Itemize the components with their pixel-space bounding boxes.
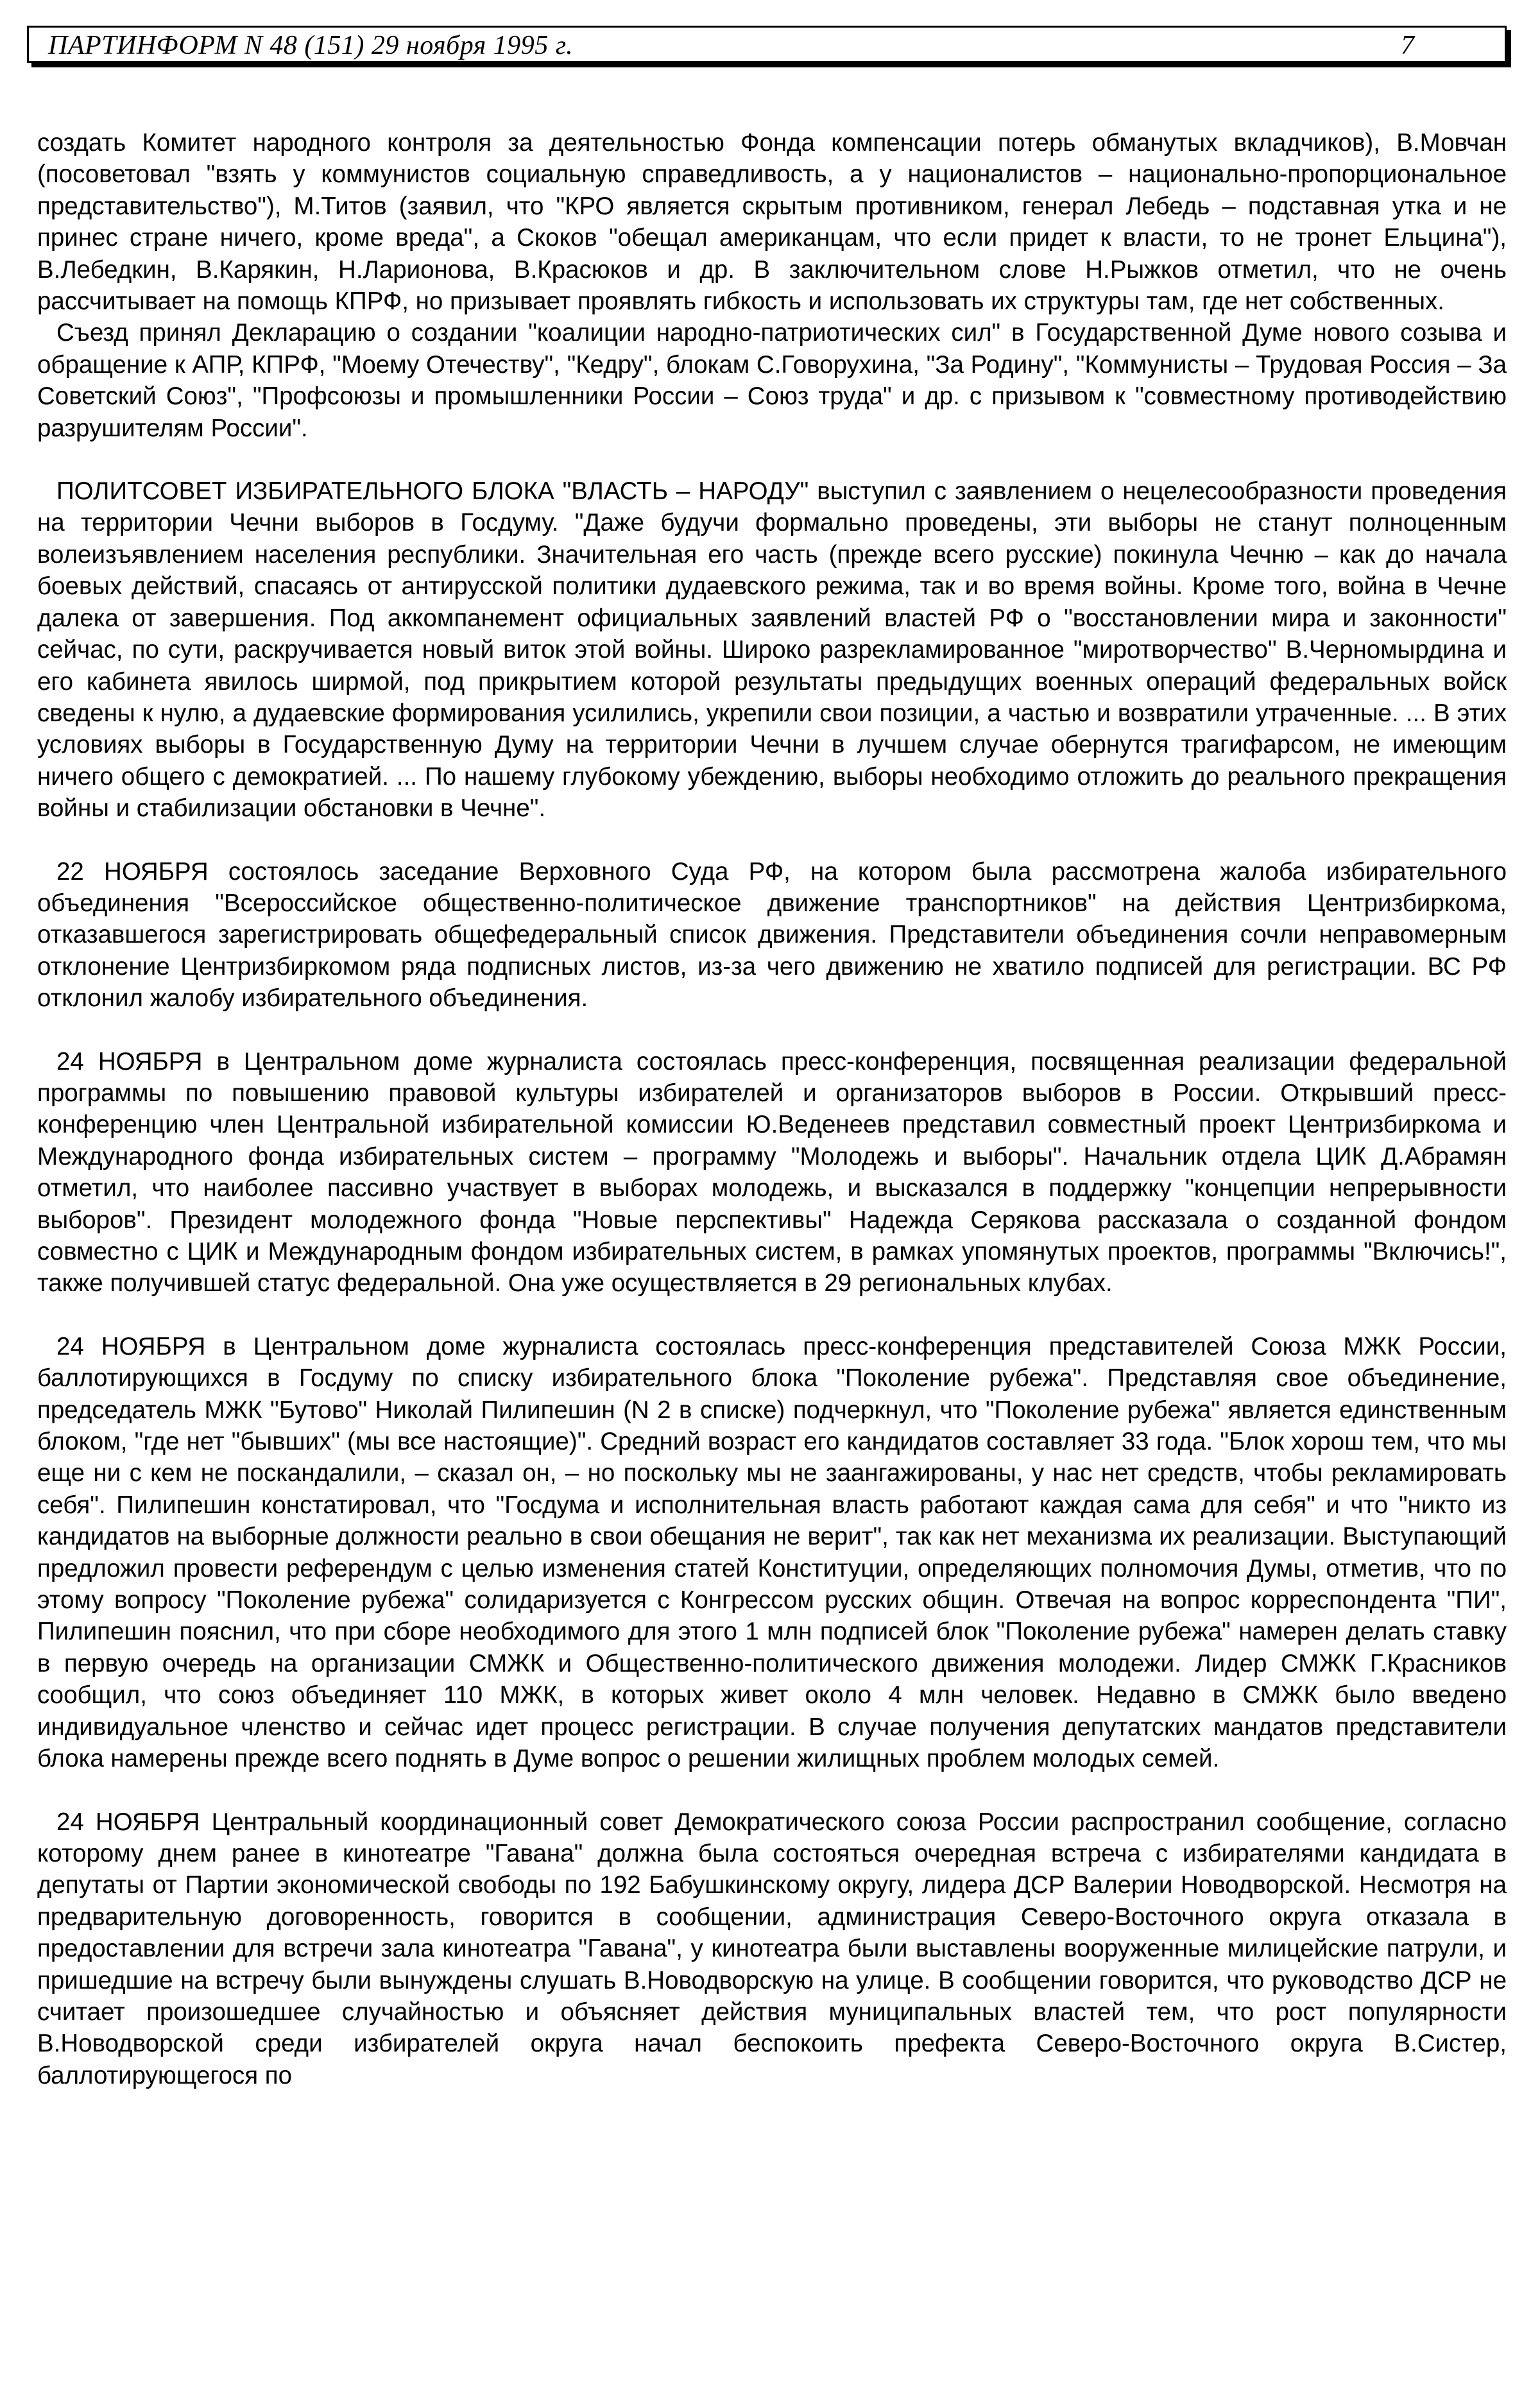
paragraph-continuation: создать Комитет народного контроля за деятельностью Фонда компенсации потерь обманутых вкладчиков), В.Мовчан (посоветовал "взять у коммунистов социальную справедливость, а у националистов – национально-пропорциональное представительство"), М.Титов (заявил, что "КРО является скрытым противником, генерал Лебедь – подставная утка и не принес стране ничего, кроме вреда", а Скоков "обещал американцам, что если придет к власти, то не тронет Ельцина"), В.Лебедкин, В.Карякин, Н.Ларионова, В.Красюков и др. В заключительном слове Н.Рыжков отметил, что не очень рассчитывает на помощь КПРФ, но призывает проявлять гибкость и использовать их структуры там, где нет собственных. xyxy=(37,129,1507,316)
publication-title: ПАРТИНФОРМ N 48 (151) 29 ноября 1995 г. xyxy=(48,31,574,60)
paragraph-nov-24-dsr: 24 НОЯБРЯ Центральный координационный совет Демократического союза России распространил сообщение, согласно которому днем ранее в кинотеатре "Гавана" должна была состояться очередная встреча с избирателями кандидата в депутаты от Партии экономической свободы по 192 Бабушкинскому округу, лидера ДСР Валерии Новодворской. Несмотря на предварительную договоренность, говорится в сообщении, администрация Северо-Восточного округа отказала в предоставлении для встречи зала кинотеатра "Гавана", у кинотеатра были выставлены вооруженные милицейские патрули, и пришедшие на встречу были вынуждены слушать В.Новодворскую на улице. В сообщении говорится, что руководство ДСР не считает произошедшее случайностью и объясняет действия муниципальных властей тем, что рост популярности В.Новодворской среди избирателей округа начал беспокоить префекта Северо-Восточного округа В.Систер, баллотирующегося по xyxy=(37,1808,1507,2089)
paragraph-nov-24-mzhk: 24 НОЯБРЯ в Центральном доме журналиста состоялась пресс-конференция представителей Союза МЖК России, баллотирующихся в Госдуму по списку избирательного блока "Поколение рубежа". Представляя свое объединение, председатель МЖК "Бутово" Николай Пилипешин (N 2 в списке) подчеркнул, что "Поколение рубежа" является единственным блоком, "где нет "бывших" (мы все настоящие)". Средний возраст его кандидатов составляет 33 года. "Блок хорош тем, что мы еще ни с кем не поскандалили, – сказал он, – но поскольку мы не заангажированы, у нас нет средств, чтобы рекламировать себя". Пилипешин констатировал, что "Госдума и исполнительная власть работают каждая сама для себя" и что "никто из кандидатов на выборные должности реально в свои обещания не верит", так как нет механизма их реализации. Выступающий предложил провести референдум с целью изменения статей Конституции, определяющих полномочия Думы, отметив, что по этому вопросу "Поколение рубежа" солидаризуется с Конгрессом русских общин. Отвечая на вопрос корреспондента "ПИ", Пилипешин пояснил, что при сборе необходимого для этого 1 млн подписей блок "Поколение рубежа" намерен делать ставку в первую очередь на организации СМЖК и Общественно-политического движения молодежи. Лидер СМЖК Г.Красников сообщил, что союз объединяет 110 МЖК, в которых живет около 4 млн человек. Недавно в СМЖК было введено индивидуальное членство и сейчас идет процесс регистрации. В случае получения депутатских мандатов представители блока намерены прежде всего поднять в Думе вопрос о решении жилищных проблем молодых семей. xyxy=(37,1332,1507,1773)
paragraph-declaration: Съезд принял Декларацию о создании "коалиции народно-патриотических сил" в Государственной Думе нового созыва и обращение к АПР, КПРФ, "Моему Отечеству", "Кедру", блокам С.Говорухина, "За Родину", "Коммунисты – Трудовая Россия – За Советский Союз", "Профсоюзы и промышленники России – Союз труда" и др. с призывом к "совместному противодействию разрушителям России". xyxy=(37,319,1507,442)
page-header xyxy=(27,26,1507,63)
paragraph-nov-24-press-conference: 24 НОЯБРЯ в Центральном доме журналиста состоялась пресс-конференция, посвященная реализации федеральной программы по повышению правовой культуры избирателей и организаторов выборов в России. Открывший пресс-конференцию член Центральной избирательной комиссии Ю.Веденеев представил совместный проект Центризбиркома и Международного фонда избирательных систем – программу "Молодежь и выборы". Начальник отдела ЦИК Д.Абрамян отметил, что наиболее пассивно участвует в выборах молодежь, и высказался в поддержку "концепции непрерывности выборов". Президент молодежного фонда "Новые перспективы" Надежда Серякова рассказала о созданной фондом совместно с ЦИК и Международным фондом избирательных систем, в рамках упомянутых проектов, программы "Включись!", также получившей статус федеральной. Она уже осуществляется в 29 региональных клубах. xyxy=(37,1047,1507,1298)
article-body xyxy=(37,127,1507,2091)
page-number: 7 xyxy=(1401,31,1414,60)
paragraph-nov-22-supreme-court: 22 НОЯБРЯ состоялось заседание Верховного Суда РФ, на котором была рассмотрена жалоба избирательного объединения "Всероссийское общественно-политическое движение транспортников" на действия Центризбиркома, отказавшегося зарегистрировать общефедеральный список движения. Представители объединения сочли неправомерным отклонение Центризбиркомом ряда подписных листов, из-за чего движению не хватило подписей для регистрации. ВС РФ отклонил жалобу избирательного объединения. xyxy=(37,857,1507,1013)
paragraph-vlast-narodu: ПОЛИТСОВЕТ ИЗБИРАТЕЛЬНОГО БЛОКА "ВЛАСТЬ – НАРОДУ" выступил с заявлением о нецелесообразности проведения на территории Чечни выборов в Госдуму. "Даже будучи формально проведены, эти выборы не станут полноценным волеизъявлением населения республики. Значительная его часть (прежде всего русские) покинула Чечню – как до начала боевых действий, спасаясь от антирусской политики дудаевского режима, так и во время войны. Кроме того, война в Чечне далека от завершения. Под аккомпанемент официальных заявлений властей РФ о "восстановлении мира и законности" сейчас, по сути, раскручивается новый виток этой войны. Широко разрекламированное "миротворчество" В.Черномырдина и его кабинета явилось ширмой, под прикрытием которой результаты предыдущих военных операций федеральных войск сведены к нулю, а дудаевские формирования усилились, укрепили свои позиции, а частью и возвратили утраченные. ... В этих условиях выборы в Государственную Думу на территории Чечни в лучшем случае обернутся трагифарсом, не имеющим ничего общего с демократией. ... По нашему глубокому убеждению, выборы необходимо отложить до реального прекращения войны и стабилизации обстановки в Чечне". xyxy=(37,477,1507,823)
